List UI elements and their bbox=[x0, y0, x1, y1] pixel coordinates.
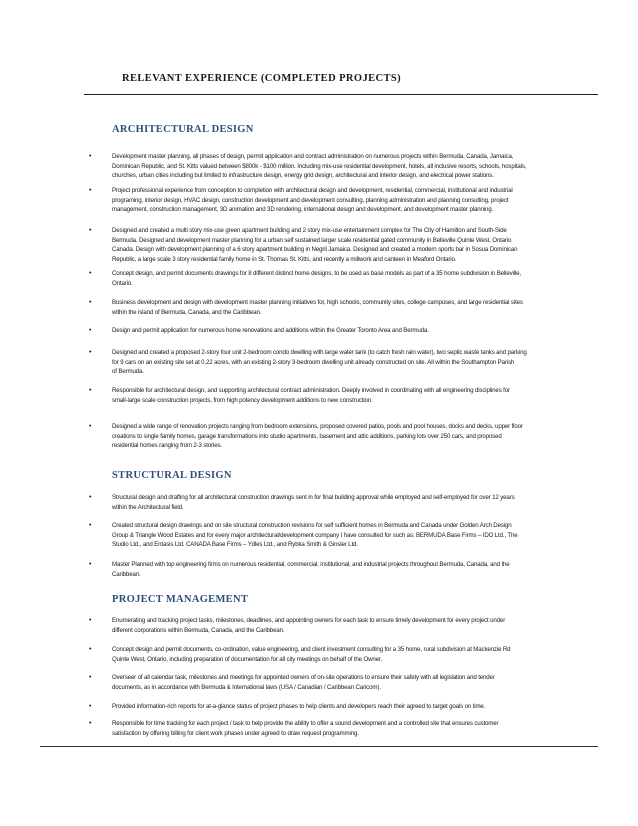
bullet-icon: • bbox=[89, 561, 92, 568]
bullet-icon: • bbox=[89, 423, 92, 430]
bullet-icon: • bbox=[89, 349, 92, 356]
text-line: Dominican Republic, and St. Kitts valued between $800k - $100 million. Including mix-use residential development, hotels, all inclusive resorts, schools, hospitals, bbox=[112, 162, 527, 170]
bullet-icon: • bbox=[89, 617, 92, 624]
list-item-text bbox=[112, 719, 567, 738]
bullet-icon: • bbox=[89, 270, 92, 277]
bullet-icon: • bbox=[89, 299, 92, 306]
list-item-text bbox=[112, 298, 567, 317]
text-line: Business development and design with development master planning initiatives for, high schools, community sites, college campuses, and large residential sites bbox=[112, 299, 523, 306]
list-item-text bbox=[112, 226, 567, 264]
text-line: Enumerating and tracking project tasks, milestones, deadlines, and appointing owners for each task to ensure timely development for every project under bbox=[112, 617, 506, 624]
text-line: Structural design and drafting for all architectural construction drawings sent in for final building approval while employed and self-employed for over 12 years bbox=[112, 494, 515, 501]
text-line: satisfaction by offering billing for client work phases under agreed to draw request programming. bbox=[112, 729, 359, 737]
text-line: Concept design and permit documents, co-ordination, value engineering, and client investment consulting for a 35 home, rural subdivision at Mackenzie Rd bbox=[112, 646, 511, 653]
list-item-text bbox=[112, 616, 567, 635]
text-line: Caribbean. bbox=[112, 570, 141, 578]
text-line: within the Architectural field. bbox=[112, 503, 184, 511]
text-line: Ontario. bbox=[112, 279, 133, 287]
text-line: Studio Ltd., and Entasis Ltd. CANADA Base Firms – Ydles Ltd., and Rybka Smith & Ginsler Ltd. bbox=[112, 541, 358, 548]
list-item-text bbox=[112, 186, 567, 215]
footer-divider bbox=[40, 746, 598, 747]
text-line: Provided information-rich reports for at-a-glance status of project phases to help clients and developers reach their agreed to target goals on time. bbox=[112, 703, 486, 710]
text-line: Created structural design drawings and on site structural construction revisions for self sufficient homes in Bermuda and Canada under Golden Arch Design bbox=[112, 522, 512, 529]
section-heading: ARCHITECTURAL DESIGN bbox=[112, 124, 254, 135]
text-line: Responsible for architectural design, and supporting architectural contract administration. Deeply involved in coordinating with all engineering disciplines for bbox=[112, 387, 510, 394]
text-line: Group & Triangle Wood Estates and for every major architectural/development company I have consulted for such as: BERMUDA Base Firms – IDO Ltd., The bbox=[112, 531, 518, 539]
list-item-text bbox=[112, 269, 567, 288]
text-line: Bermuda. Designed and development master planning for a urban self sustained larger scale residential gated community in Belleville Quinte West, Ontario bbox=[112, 236, 512, 244]
text-line: creations to single family homes, garage transformations into studio apartments, basement and attic additions, parking lots over 250 cars, and proposed bbox=[112, 432, 502, 440]
bullet-icon: • bbox=[89, 646, 92, 653]
text-line: Republic, a large scale 3 story residential family home in St. Thomas St. Kitts, and recently a millwork and canteen in Meaford Ontario. bbox=[112, 255, 457, 263]
text-line: within the island of Bermuda, Canada, and the Caribbean. bbox=[112, 308, 262, 316]
list-item-text bbox=[112, 702, 567, 712]
text-line: Project professional experience from conception to completion with architectural design and development, residential, commercial, institutional and industrial bbox=[112, 187, 513, 194]
text-line: Development master planning, all phases of design, permit application and contract administration on numerous projects within Bermuda, Canada, Jamaica, bbox=[112, 153, 514, 160]
list-item-text bbox=[112, 645, 567, 664]
list-item-text bbox=[112, 422, 567, 451]
text-line: Responsible for time tracking for each project / task to help provide the ability to offer a sound development and a controlled site that ensures customer bbox=[112, 720, 499, 727]
list-item-text bbox=[112, 386, 567, 405]
bullet-icon: • bbox=[89, 187, 92, 194]
bullet-icon: • bbox=[89, 674, 92, 681]
text-line: Concept design, and permit documents drawings for 8 different distinct home designs, to be used as base models as part of a 35 home subdivision in Belleville, bbox=[112, 270, 522, 277]
bullet-icon: • bbox=[89, 387, 92, 394]
bullet-icon: • bbox=[89, 720, 92, 727]
bullet-icon: • bbox=[89, 494, 92, 501]
list-item-text bbox=[112, 493, 567, 512]
section-heading: PROJECT MANAGEMENT bbox=[112, 594, 249, 605]
text-line: Quinte West, Ontario, including preparation of documentation for all city meetings on behalf of the Owner. bbox=[112, 655, 383, 663]
text-line: Designed a wide range of renovation projects ranging from bedroom extensions, proposed covered patios, pools and pool houses, docks and decks, upper floor bbox=[112, 423, 523, 430]
text-line: residential homes ranging from 2-3 stories. bbox=[112, 442, 222, 449]
bullet-icon: • bbox=[89, 703, 92, 710]
list-item-text bbox=[112, 560, 567, 579]
text-line: small-large scale construction projects, from high potency development additions to new construction. bbox=[112, 396, 373, 404]
bullet-icon: • bbox=[89, 327, 92, 334]
text-line: churches, urban cities including but limited to infrastructure design, energy grid design, architectural and interior design, and electrical power stations. bbox=[112, 172, 494, 179]
text-line: Designed and created a multi story mix-use green apartment building and 2 story mix-use entertainment complex for The City of Hamilton and South-Side bbox=[112, 227, 507, 234]
text-line: Designed and created a proposed 2-story four unit 2-bedroom condo dwelling with large water tank (to catch fresh rain water), two septic waste tanks and parking bbox=[112, 349, 527, 356]
section-heading: STRUCTURAL DESIGN bbox=[112, 470, 232, 481]
text-line: Canada. Design with development planning of a 6 story apartment building in Negril Jamaica. Designed and created a modern sports bar in Sosua Dominican bbox=[112, 246, 518, 253]
bullet-icon: • bbox=[89, 227, 92, 234]
list-item-text bbox=[112, 673, 567, 692]
text-line: management, construction management, 3D animation and 3D rendering, international design and development, and development master planning. bbox=[112, 206, 494, 213]
header-divider bbox=[84, 94, 598, 95]
text-line: Overseer of all calendar task, milestones and meetings for appointed owners of on-site operations to ensure their safety with all legislation and tender bbox=[112, 674, 495, 681]
text-line: Master Planned with top engineering firms on numerous residential, commercial, institutional, and industrial projects throughout Bermuda, Canada, and the bbox=[112, 561, 510, 568]
list-item-text bbox=[112, 152, 567, 181]
text-line: Design and permit application for numerous home renovations and additions within the Greater Toronto Area and Bermuda. bbox=[112, 327, 429, 334]
list-item-text bbox=[112, 521, 567, 550]
page-title: RELEVANT EXPERIENCE (COMPLETED PROJECTS) bbox=[122, 73, 402, 84]
bullet-icon: • bbox=[89, 522, 92, 529]
text-line: programing, interior design, HVAC design, construction development and development consulting, planning administration and planning consulting, project bbox=[112, 196, 509, 204]
text-line: for 9 cars on an existing site set at 0.22 acres, with an existing 2-story 3-bedroom dwelling unit already constructed on site. All within the Southampton Parish bbox=[112, 358, 515, 366]
bullet-icon: • bbox=[89, 153, 92, 160]
text-line: documents, as in accordance with Bermuda & International laws (USA / Canadian / Caribbean Caricom). bbox=[112, 683, 381, 691]
list-item-text bbox=[112, 348, 567, 377]
list-item-text bbox=[112, 326, 567, 336]
text-line: different corporations within Bermuda, Canada, and the Caribbean. bbox=[112, 626, 285, 634]
text-line: of Bermuda. bbox=[112, 368, 144, 375]
